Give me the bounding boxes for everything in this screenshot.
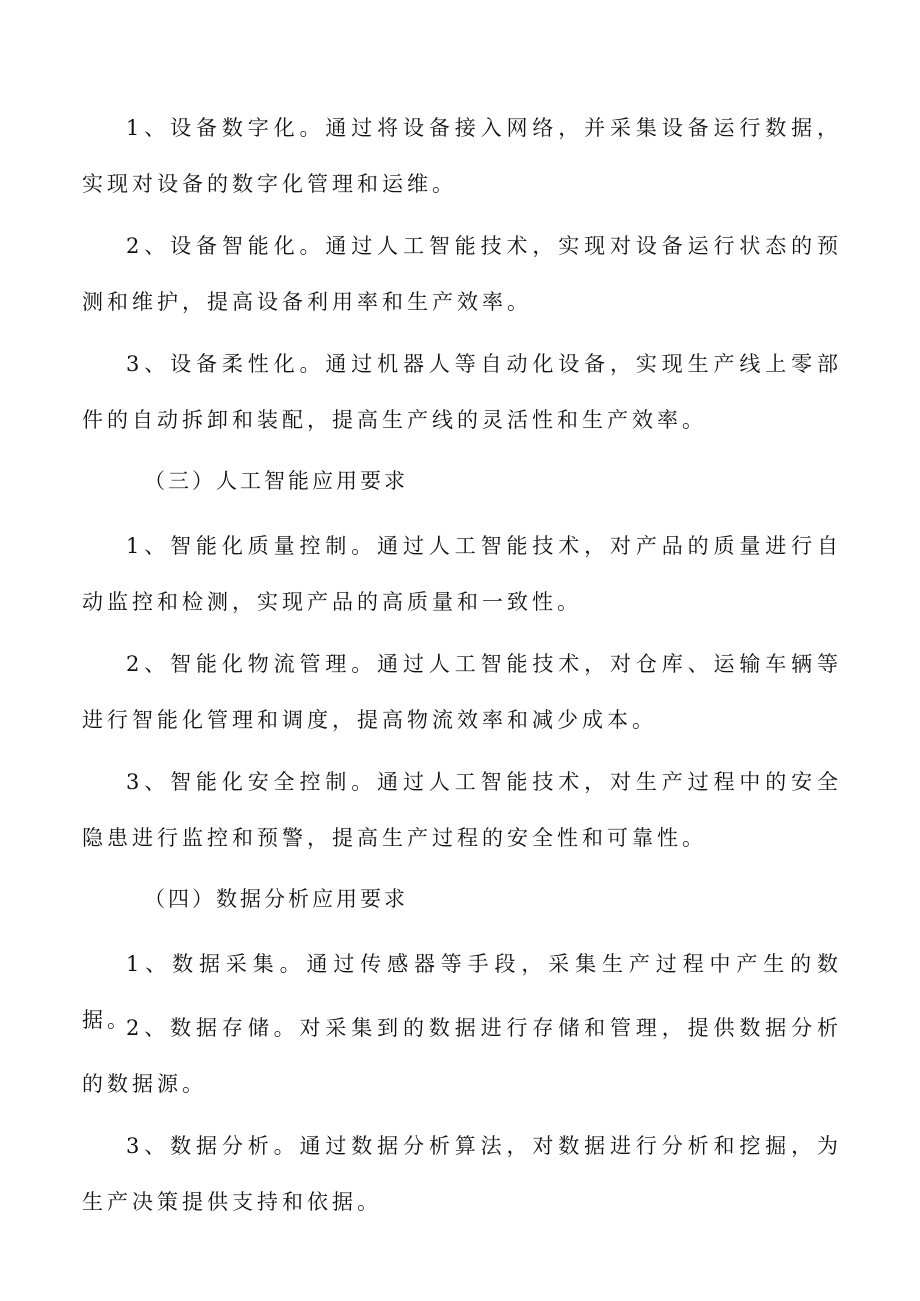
paragraph-data-analysis: 3、数据分析。通过数据分析算法，对数据进行分析和挖掘，为生产决策提供支持和依据。 [82,1134,842,1214]
paragraph-device-digitalization: 1、设备数字化。通过将设备接入网络，并采集设备运行数据，实现对设备的数字化管理和运维。 [82,116,842,196]
paragraph-device-flexibility: 3、设备柔性化。通过机器人等自动化设备，实现生产线上零部件的自动拆卸和装配，提高生产线的灵活性和生产效率。 [82,352,842,432]
paragraph-logistics-management: 2、智能化物流管理。通过人工智能技术，对仓库、运输车辆等进行智能化管理和调度，提高物流效率和减少成本。 [82,652,842,732]
paragraph-quality-control: 1、智能化质量控制。通过人工智能技术，对产品的质量进行自动监控和检测，实现产品的高质量和一致性。 [82,534,842,614]
paragraph-safety-control: 3、智能化安全控制。通过人工智能技术，对生产过程中的安全隐患进行监控和预警，提高生产过程的安全性和可靠性。 [82,770,842,850]
section-heading-data-analysis: （四）数据分析应用要求 [144,887,408,911]
paragraph-device-intelligence: 2、设备智能化。通过人工智能技术，实现对设备运行状态的预测和维护，提高设备利用率和生产效率。 [82,234,842,314]
paragraph-data-storage: 2、数据存储。对采集到的数据进行存储和管理，提供数据分析的数据源。 [82,1016,842,1096]
section-heading-ai: （三）人工智能应用要求 [144,469,408,493]
paragraph-data-collection: 1、数据采集。通过传感器等手段，采集生产过程中产生的数据。 [82,952,842,1032]
